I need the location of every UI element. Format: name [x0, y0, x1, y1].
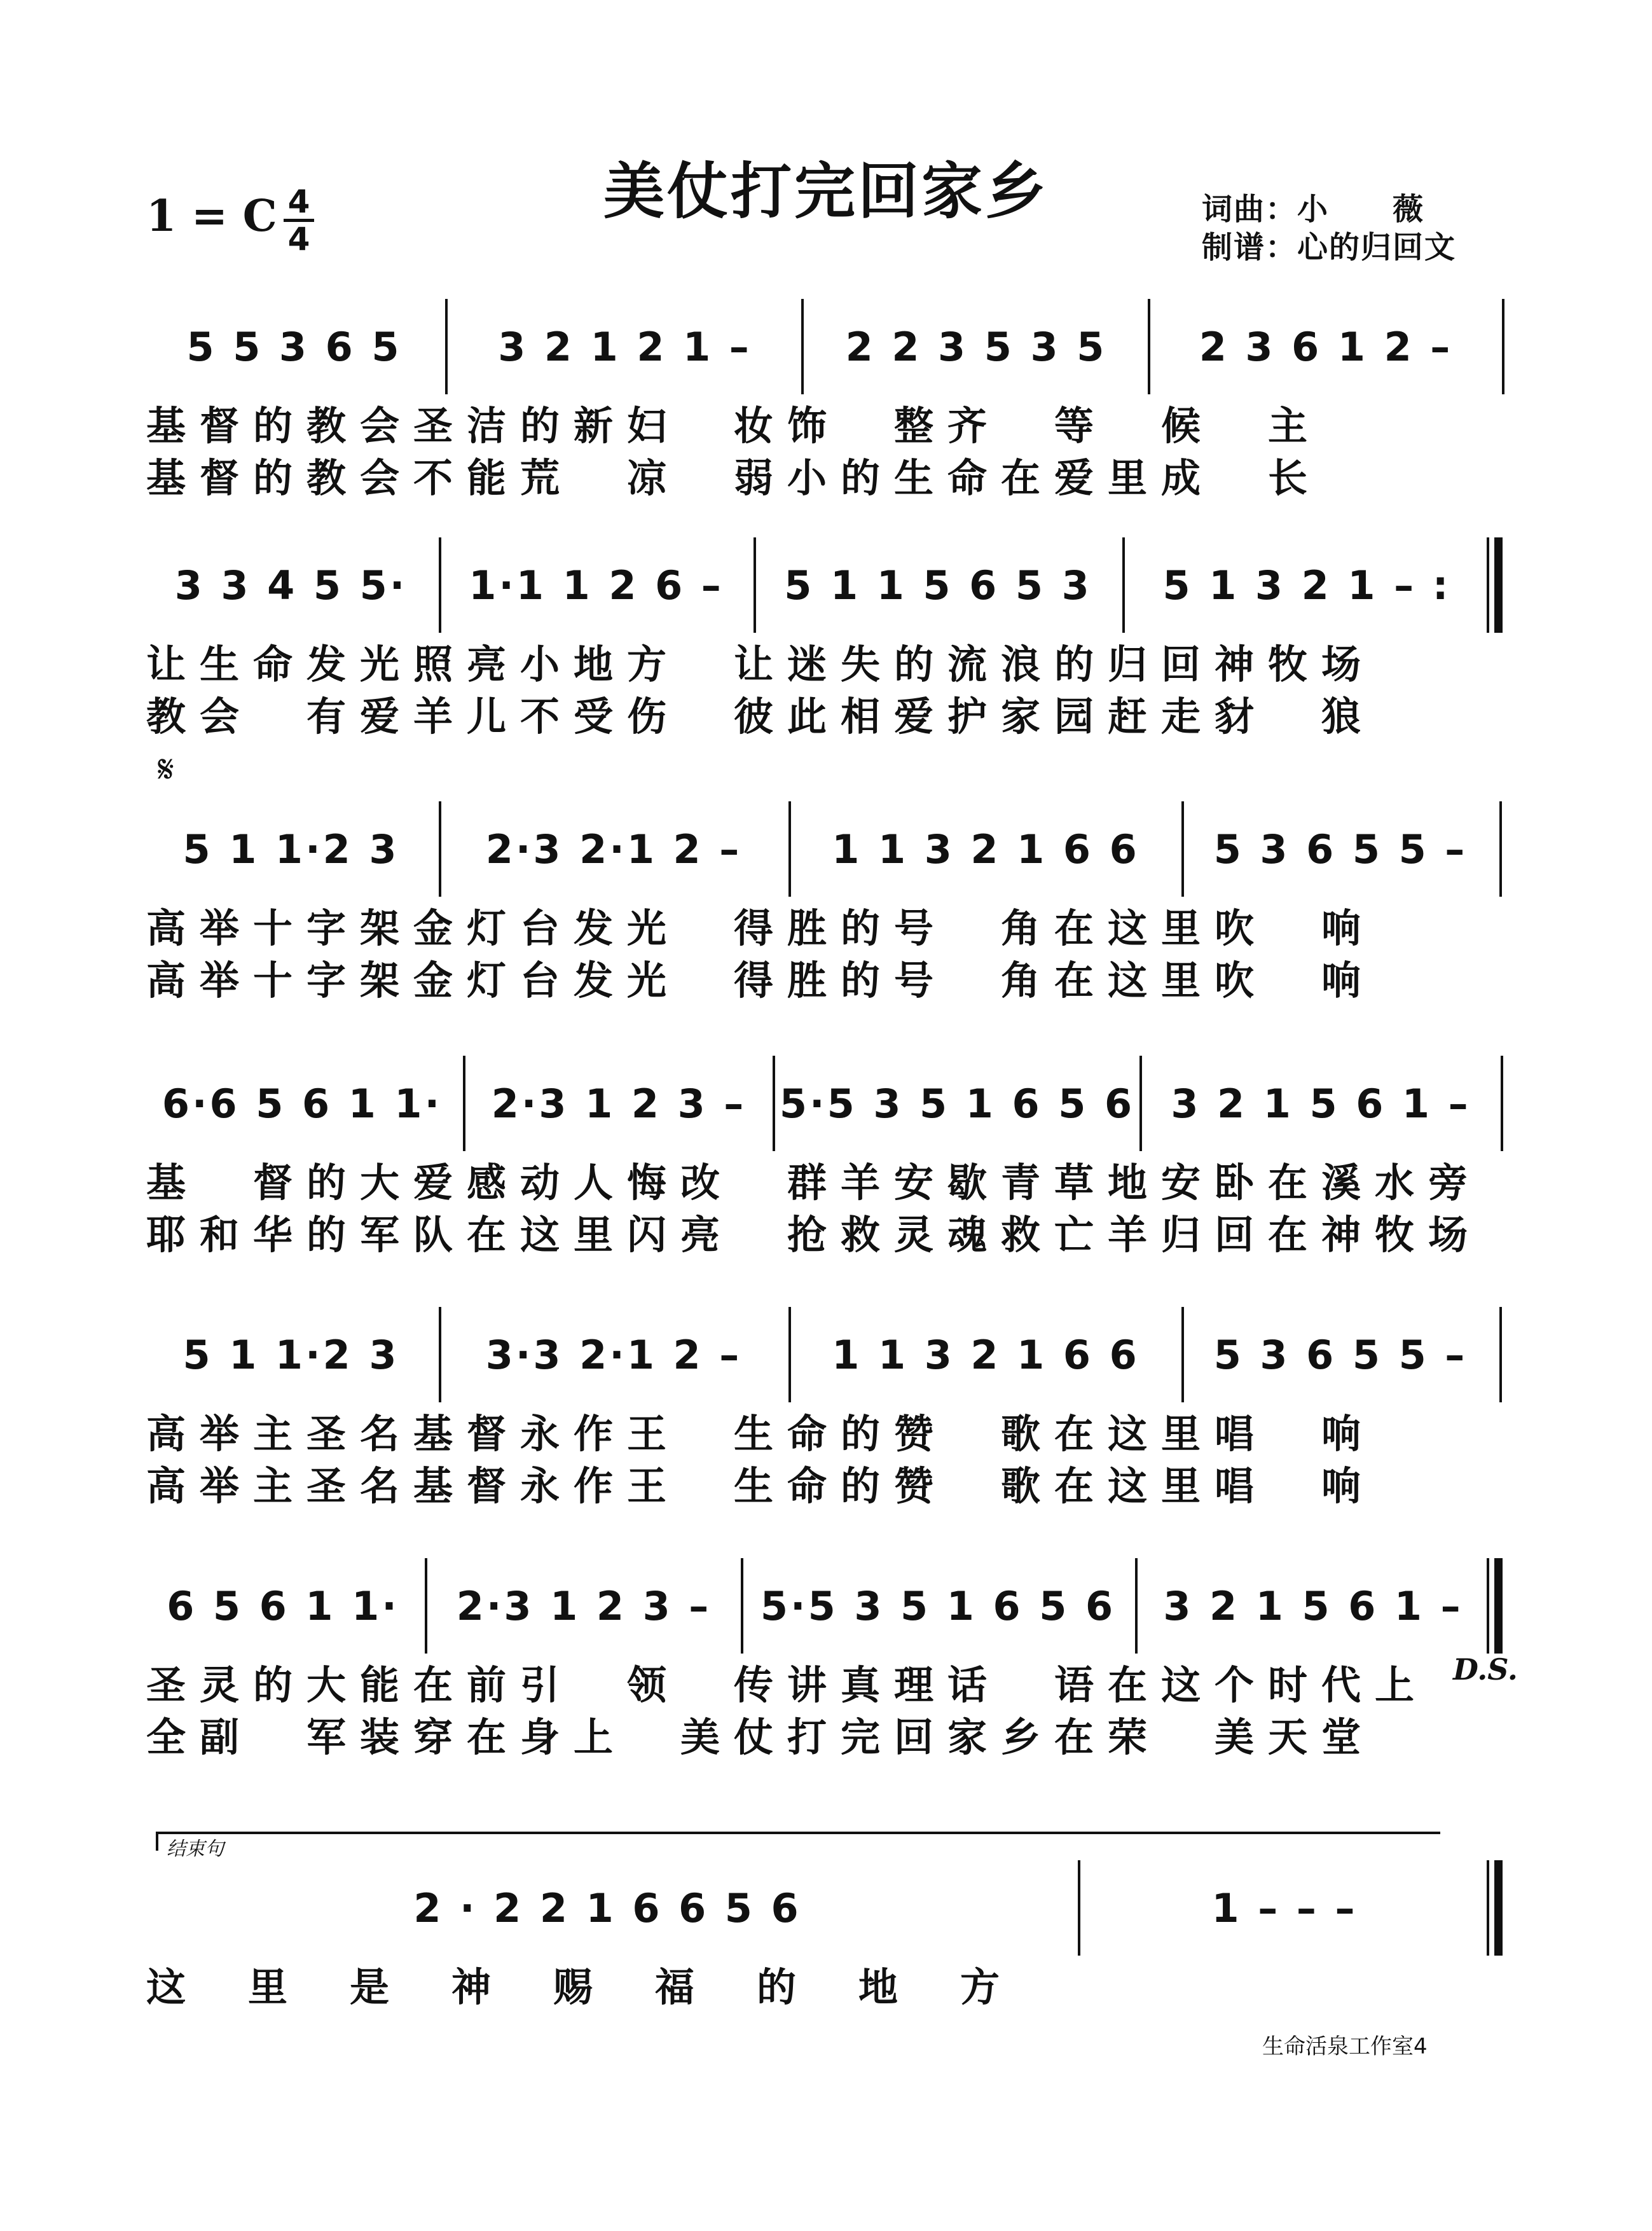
measure: 5 3 6 5 5 –: [1213, 825, 1468, 873]
measure: 2·3 1 2 3 –: [456, 1582, 712, 1629]
measure: 5 3 6 5 5 –: [1213, 1331, 1468, 1378]
barline: [1181, 801, 1184, 897]
measure: 3 2 1 5 6 1 –: [1171, 1080, 1471, 1127]
barline: [1499, 801, 1502, 897]
measure: 2 2 3 5 3 5: [845, 323, 1107, 370]
lyrics-music-credit: 词曲：小 薇: [1202, 191, 1425, 227]
time-signature-bottom: 4: [287, 221, 310, 258]
notation-credit: 制谱：心的归回文: [1202, 230, 1457, 265]
lyric-line-1: 基 督的大爱感动人悔改 群羊安歇青草地安卧在溪水旁: [146, 1159, 1482, 1203]
measure: 5 1 3 2 1 – :: [1162, 562, 1451, 609]
system-5: [146, 1307, 1507, 1507]
measure: 1 1 3 2 1 6 6: [832, 825, 1139, 873]
measure: 3 2 1 2 1 –: [498, 323, 752, 370]
coda-system: [146, 1860, 1507, 2008]
measure: 6 5 6 1 1·: [167, 1582, 399, 1629]
barline: [439, 801, 441, 897]
barline: [1181, 1307, 1184, 1402]
barline: [425, 1558, 427, 1654]
lyric-line-1: 这 里 是 神 赐 福 的 地 方: [146, 1964, 1012, 2008]
coda-label: 结束句: [167, 1838, 224, 1860]
measure: 2 3 6 1 2 –: [1199, 323, 1453, 370]
lyric-line-2: 高举十字架金灯台发光 得胜的号 角在这里吹 响: [146, 957, 1375, 1001]
measure: 6·6 5 6 1 1·: [162, 1080, 443, 1127]
page-title: 美仗打完回家乡: [603, 156, 1049, 227]
lyric-line-1: 基督的教会圣洁的新妇 妆饰 整齐 等 候 主: [146, 403, 1322, 446]
barline: [1135, 1558, 1138, 1654]
lyric-line-2: 教会 有爱羊儿不受伤 彼此相爱护家园赶走豺 狼: [146, 693, 1375, 737]
barline: [788, 801, 791, 897]
dal-segno-mark: D.S.: [1453, 1652, 1518, 1687]
barline: [1499, 1307, 1502, 1402]
final-barline-thin: [1487, 1558, 1489, 1654]
lyric-line-2: 高举主圣名基督永作王 生命的赞 歌在这里唱 响: [146, 1463, 1375, 1507]
time-signature-top: 4: [287, 183, 310, 220]
measure: 5 1 1·2 3: [182, 1331, 399, 1378]
measure: 5·5 3 5 1 6 5 6: [760, 1582, 1116, 1629]
barline: [741, 1558, 743, 1654]
notes-row: [146, 1056, 1507, 1151]
barline: [439, 537, 441, 633]
measure: 5 5 3 6 5: [186, 323, 402, 370]
barline: [801, 299, 804, 394]
barline: [445, 299, 448, 394]
notes-row: [146, 1860, 1507, 1956]
measure: 5 1 1·2 3: [182, 825, 399, 873]
barline: [1501, 1056, 1503, 1151]
repeat-barline-thick: [1494, 537, 1503, 633]
final-barline-thin: [1487, 1860, 1489, 1956]
measure: 3 3 4 5 5·: [174, 562, 408, 609]
measure: 2·3 2·1 2 –: [485, 825, 742, 873]
measure: 1·1 1 2 6 –: [469, 562, 724, 609]
notes-row: [146, 801, 1507, 897]
lyric-line-2: 全副 军装穿在身上 美仗打完回家乡在荣 美天堂: [146, 1714, 1375, 1758]
coda-bracket-tick: [156, 1832, 158, 1851]
system-6: [146, 1558, 1507, 1758]
final-barline-thick: [1494, 1558, 1503, 1654]
lyric-line-1: 圣灵的大能在前引 领 传讲真理话 语在这个时代上: [146, 1662, 1429, 1706]
notes-row: [146, 1307, 1507, 1402]
repeat-barline-thin: [1487, 537, 1489, 633]
barline: [1122, 537, 1125, 633]
barline: [788, 1307, 791, 1402]
barline: [754, 537, 756, 633]
final-barline-thick: [1494, 1860, 1503, 1956]
lyric-line-2: 耶和华的军队在这里闪亮 抢救灵魂救亡羊归回在神牧场: [146, 1212, 1482, 1255]
system-3: [146, 801, 1507, 1001]
lyric-line-1: 高举主圣名基督永作王 生命的赞 歌在这里唱 响: [146, 1411, 1375, 1454]
barline: [439, 1307, 441, 1402]
barline: [1078, 1860, 1080, 1956]
segno-sign: 𝄋: [158, 747, 174, 792]
lyric-line-1: 高举十字架金灯台发光 得胜的号 角在这里吹 响: [146, 905, 1375, 949]
measure: 5·5 3 5 1 6 5 6: [779, 1080, 1135, 1127]
measure: 3·3 2·1 2 –: [485, 1331, 742, 1378]
measure: 3 2 1 5 6 1 –: [1163, 1582, 1463, 1629]
barline: [773, 1056, 775, 1151]
barline: [1148, 299, 1150, 394]
barline: [1139, 1056, 1142, 1151]
coda-bracket-line: [156, 1832, 1440, 1834]
measure: 2 · 2 2 1 6 6 5 6: [413, 1884, 801, 1931]
system-2: [146, 537, 1507, 737]
system-1: [146, 299, 1507, 499]
time-signature: [280, 184, 318, 256]
measure: 2·3 1 2 3 –: [491, 1080, 747, 1127]
measure: 1 1 3 2 1 6 6: [832, 1331, 1139, 1378]
key-signature: 1 = C: [146, 191, 277, 242]
measure: 1 – – –: [1211, 1884, 1358, 1931]
barline: [463, 1056, 465, 1151]
notes-row: [146, 1558, 1507, 1654]
lyric-line-2: 基督的教会不能荒 凉 弱小的生命在爱里成 长: [146, 455, 1322, 499]
barline: [1502, 299, 1504, 394]
studio-credit: 生命活泉工作室4: [1262, 2034, 1428, 2059]
notes-row: [146, 537, 1507, 633]
system-4: [146, 1056, 1507, 1255]
lyric-line-1: 让生命发光照亮小地方 让迷失的流浪的归回神牧场: [146, 641, 1375, 685]
measure: 5 1 1 5 6 5 3: [784, 562, 1092, 609]
notes-row: [146, 299, 1507, 394]
